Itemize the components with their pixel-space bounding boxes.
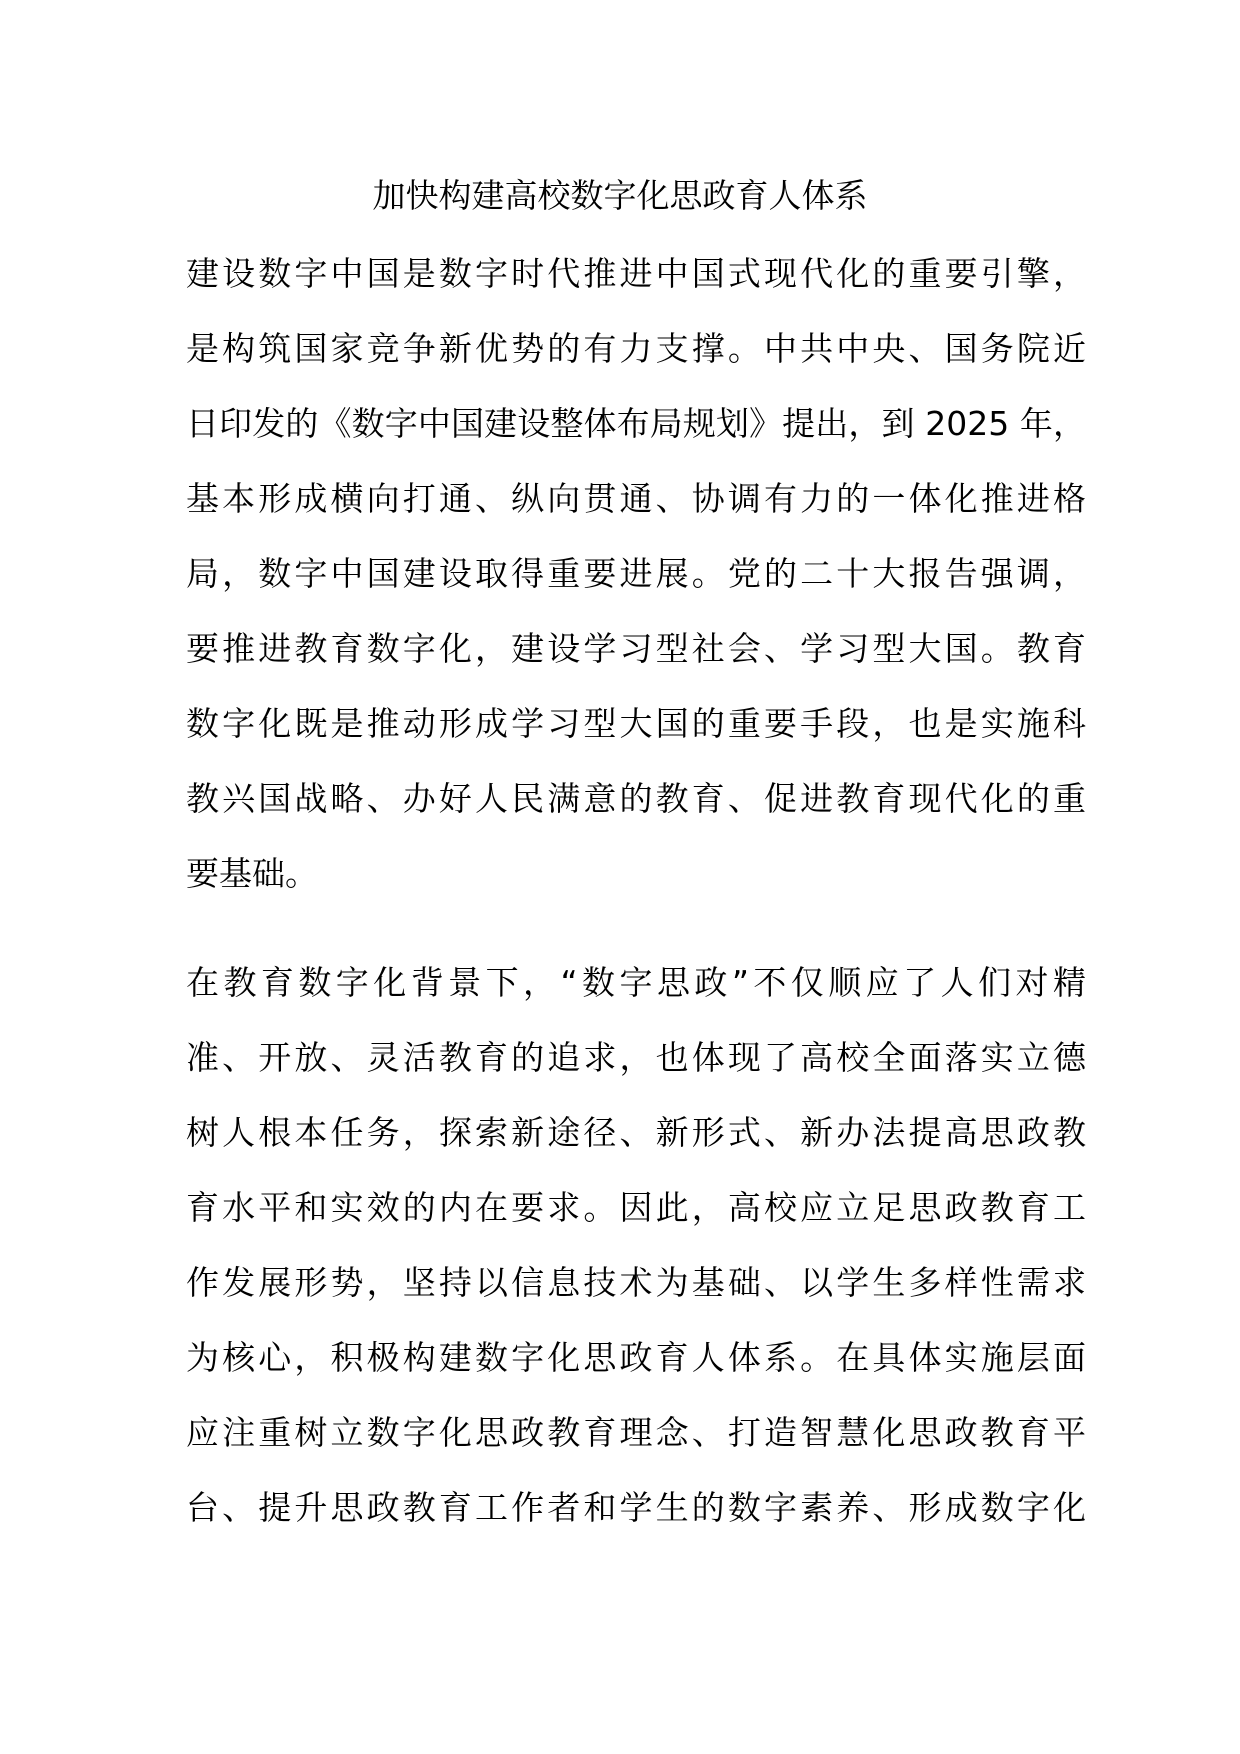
paragraph-line: 树人根本任务，探索新途径、新形式、新办法提高思政教 bbox=[186, 1113, 1086, 1152]
paragraph-line: 在教育数字化背景下，“数字思政”不仅顺应了人们对精 bbox=[186, 963, 1086, 1002]
paragraph-line: 育水平和实效的内在要求。因此，高校应立足思政教育工 bbox=[186, 1188, 1086, 1227]
paragraph-1 bbox=[186, 236, 1086, 911]
paragraph-line: 数字化既是推动形成学习型大国的重要手段，也是实施科 bbox=[186, 704, 1086, 743]
paragraph-2 bbox=[186, 945, 1086, 1545]
paragraph-line: 台、提升思政教育工作者和学生的数字素养、形成数字化 bbox=[186, 1488, 1086, 1527]
paragraph-line: 要基础。 bbox=[186, 854, 318, 893]
paragraph-line: 为核心，积极构建数字化思政育人体系。在具体实施层面 bbox=[186, 1338, 1086, 1377]
paragraph-line: 应注重树立数字化思政教育理念、打造智慧化思政教育平 bbox=[186, 1413, 1086, 1452]
paragraph-line: 局，数字中国建设取得重要进展。党的二十大报告强调， bbox=[186, 554, 1086, 593]
paragraph-line: 基本形成横向打通、纵向贯通、协调有力的一体化推进格 bbox=[186, 479, 1086, 518]
paragraph-line: 作发展形势，坚持以信息技术为基础、以学生多样性需求 bbox=[186, 1263, 1086, 1302]
document-title: 加快构建高校数字化思政育人体系 bbox=[372, 176, 868, 215]
paragraph-line: 是构筑国家竞争新优势的有力支撑。中共中央、国务院近 bbox=[186, 329, 1086, 368]
paragraph-line: 建设数字中国是数字时代推进中国式现代化的重要引擎， bbox=[186, 254, 1086, 293]
paragraph-line: 要推进教育数字化，建设学习型社会、学习型大国。教育 bbox=[186, 629, 1086, 668]
paragraph-line: 准、开放、灵活教育的追求，也体现了高校全面落实立德 bbox=[186, 1038, 1086, 1077]
paragraph-line: 日印发的《数字中国建设整体布局规划》提出，到 2025 年， bbox=[186, 404, 1086, 443]
paragraph-line: 教兴国战略、办好人民满意的教育、促进教育现代化的重 bbox=[186, 779, 1086, 818]
